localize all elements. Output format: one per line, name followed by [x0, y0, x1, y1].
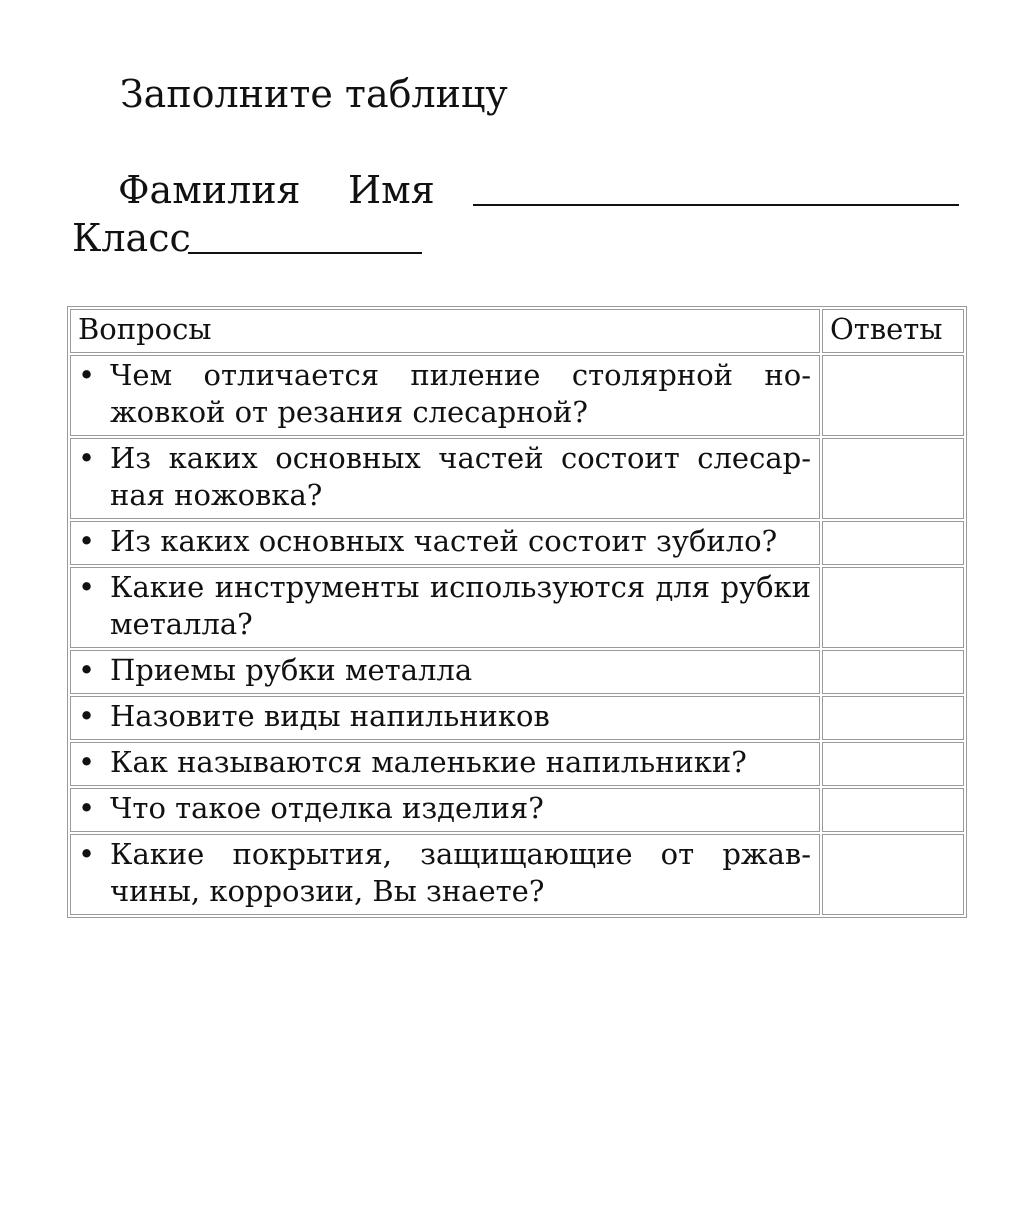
question-cell [70, 696, 820, 740]
answer-cell [822, 438, 964, 519]
table-row [70, 355, 964, 436]
bullet-icon: • [78, 358, 96, 392]
answer-cell [822, 696, 964, 740]
question-cell [70, 788, 820, 832]
question-cell [70, 834, 820, 915]
question-text: Чем отличается пиление столярной ножовкой от резания слесарной? [110, 358, 811, 429]
answer-cell [822, 788, 964, 832]
question-cell [70, 650, 820, 694]
table-row [70, 788, 964, 832]
table-row [70, 834, 964, 915]
answer-cell [822, 834, 964, 915]
surname-label: Фамилия [118, 168, 301, 212]
question-cell [70, 742, 820, 786]
name-line [118, 166, 960, 214]
table-row [70, 696, 964, 740]
table-row [70, 521, 964, 565]
table-row [70, 742, 964, 786]
answer-cell [822, 567, 964, 648]
question-text: Приемы рубки металла [110, 653, 473, 687]
bullet-icon: • [78, 570, 96, 604]
question-cell [70, 355, 820, 436]
question-text: Из каких основных частей состоит зубило? [110, 524, 778, 558]
bullet-icon: • [78, 837, 96, 871]
page-title: Заполните таблицу [120, 72, 508, 116]
bullet-icon: • [78, 524, 96, 558]
class-line [72, 214, 191, 262]
question-text: Из каких основных частей состоит слесарная ножовка? [110, 441, 811, 512]
question-cell [70, 438, 820, 519]
table-row [70, 567, 964, 648]
class-blank-line [188, 252, 422, 254]
question-text: Назовите виды напильников [110, 699, 550, 733]
question-text: Какие покрытия, защищающие от ржавчины, коррозии, Вы знаете? [110, 837, 811, 908]
bullet-icon: • [78, 791, 96, 825]
answer-cell [822, 521, 964, 565]
table-row [70, 438, 964, 519]
bullet-icon: • [78, 441, 96, 475]
name-label: Имя [348, 168, 435, 212]
name-blank-line [473, 204, 959, 206]
answer-cell [822, 742, 964, 786]
answers-header: Ответы [822, 309, 964, 353]
table-header-row [70, 309, 964, 353]
question-text: Как называются маленькие напильники? [110, 745, 747, 779]
question-text: Какие инструменты используются для рубки металла? [110, 570, 811, 641]
bullet-icon: • [78, 699, 96, 733]
bullet-icon: • [78, 653, 96, 687]
answer-cell [822, 650, 964, 694]
questions-header: Вопросы [70, 309, 820, 353]
class-label: Класс [72, 216, 191, 260]
questions-table [67, 306, 967, 918]
question-text: Что такое отделка изделия? [110, 791, 544, 825]
answer-cell [822, 355, 964, 436]
bullet-icon: • [78, 745, 96, 779]
question-cell [70, 521, 820, 565]
question-cell [70, 567, 820, 648]
table-row [70, 650, 964, 694]
